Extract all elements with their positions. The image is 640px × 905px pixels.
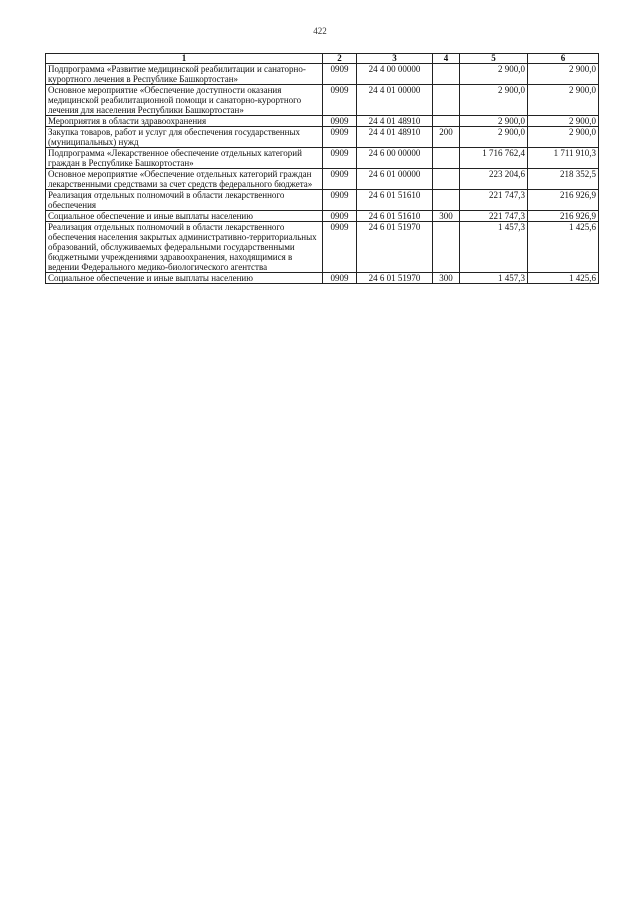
row-amount-1: 1 457,3 [460, 273, 528, 284]
row-amount-1: 1 457,3 [460, 222, 528, 273]
table-row [46, 211, 599, 222]
row-amount-2: 1 711 910,3 [528, 148, 599, 169]
row-expense-kind [433, 222, 460, 273]
row-expense-kind [433, 116, 460, 127]
row-section: 0909 [323, 148, 357, 169]
row-section: 0909 [323, 190, 357, 211]
row-section: 0909 [323, 64, 357, 85]
table-body [46, 64, 599, 284]
row-target-code: 24 4 00 00000 [357, 64, 433, 85]
row-section: 0909 [323, 211, 357, 222]
row-name: Социальное обеспечение и иные выплаты населению [46, 273, 323, 284]
table-row [46, 116, 599, 127]
row-amount-1: 223 204,6 [460, 169, 528, 190]
row-amount-1: 221 747,3 [460, 211, 528, 222]
row-expense-kind [433, 85, 460, 116]
row-name: Реализация отдельных полномочий в области лекарственного обеспечения [46, 190, 323, 211]
header-col-6: 6 [528, 54, 599, 64]
row-expense-kind [433, 148, 460, 169]
row-amount-1: 1 716 762,4 [460, 148, 528, 169]
row-amount-2: 2 900,0 [528, 85, 599, 116]
header-col-4: 4 [433, 54, 460, 64]
row-section: 0909 [323, 222, 357, 273]
row-amount-2: 216 926,9 [528, 190, 599, 211]
table-row [46, 127, 599, 148]
header-col-5: 5 [460, 54, 528, 64]
row-amount-1: 221 747,3 [460, 190, 528, 211]
row-target-code: 24 6 01 51610 [357, 211, 433, 222]
header-row [46, 54, 599, 64]
row-expense-kind [433, 169, 460, 190]
row-name: Реализация отдельных полномочий в области лекарственного обеспечения населения закрытых административно-территориальных образований, обслуживаемых федеральными государственными бюджетными учреждениями здравоохранения, находящимися в ведении Федерального медико-биологического агентства [46, 222, 323, 273]
row-section: 0909 [323, 85, 357, 116]
row-amount-1: 2 900,0 [460, 64, 528, 85]
row-section: 0909 [323, 169, 357, 190]
table-header [46, 54, 599, 64]
row-amount-1: 2 900,0 [460, 85, 528, 116]
row-name: Подпрограмма «Развитие медицинской реабилитации и санаторно-курортного лечения в Республике Башкортостан» [46, 64, 323, 85]
row-amount-2: 2 900,0 [528, 127, 599, 148]
row-name: Мероприятия в области здравоохранения [46, 116, 323, 127]
row-section: 0909 [323, 127, 357, 148]
row-amount-2: 1 425,6 [528, 222, 599, 273]
table-row [46, 85, 599, 116]
header-col-2: 2 [323, 54, 357, 64]
row-name: Социальное обеспечение и иные выплаты населению [46, 211, 323, 222]
row-amount-2: 218 352,5 [528, 169, 599, 190]
row-name: Подпрограмма «Лекарственное обеспечение отдельных категорий граждан в Республике Башкортостан» [46, 148, 323, 169]
table-row [46, 148, 599, 169]
row-expense-kind: 200 [433, 127, 460, 148]
row-amount-1: 2 900,0 [460, 127, 528, 148]
row-name: Закупка товаров, работ и услуг для обеспечения государственных (муниципальных) нужд [46, 127, 323, 148]
row-section: 0909 [323, 273, 357, 284]
table-row [46, 64, 599, 85]
row-target-code: 24 4 01 48910 [357, 127, 433, 148]
row-name: Основное мероприятие «Обеспечение отдельных категорий граждан лекарственными средствами за счет средств федерального бюджета» [46, 169, 323, 190]
row-target-code: 24 6 01 51970 [357, 222, 433, 273]
row-amount-2: 216 926,9 [528, 211, 599, 222]
row-target-code: 24 6 01 51970 [357, 273, 433, 284]
row-target-code: 24 4 01 00000 [357, 85, 433, 116]
row-target-code: 24 4 01 48910 [357, 116, 433, 127]
table-row [46, 169, 599, 190]
row-target-code: 24 6 00 00000 [357, 148, 433, 169]
table-row [46, 222, 599, 273]
row-name: Основное мероприятие «Обеспечение доступности оказания медицинской реабилитационной помощи и санаторно-курортного лечения для населения Республики Башкортостан» [46, 85, 323, 116]
row-amount-2: 2 900,0 [528, 116, 599, 127]
header-col-1: 1 [46, 54, 323, 64]
row-section: 0909 [323, 116, 357, 127]
row-expense-kind [433, 64, 460, 85]
budget-table [45, 53, 599, 284]
row-expense-kind: 300 [433, 211, 460, 222]
row-amount-2: 1 425,6 [528, 273, 599, 284]
header-col-3: 3 [357, 54, 433, 64]
row-amount-1: 2 900,0 [460, 116, 528, 127]
row-expense-kind: 300 [433, 273, 460, 284]
row-target-code: 24 6 01 51610 [357, 190, 433, 211]
table-row [46, 190, 599, 211]
row-target-code: 24 6 01 00000 [357, 169, 433, 190]
row-amount-2: 2 900,0 [528, 64, 599, 85]
row-expense-kind [433, 190, 460, 211]
table-row [46, 273, 599, 284]
page-number: 422 [313, 26, 327, 36]
